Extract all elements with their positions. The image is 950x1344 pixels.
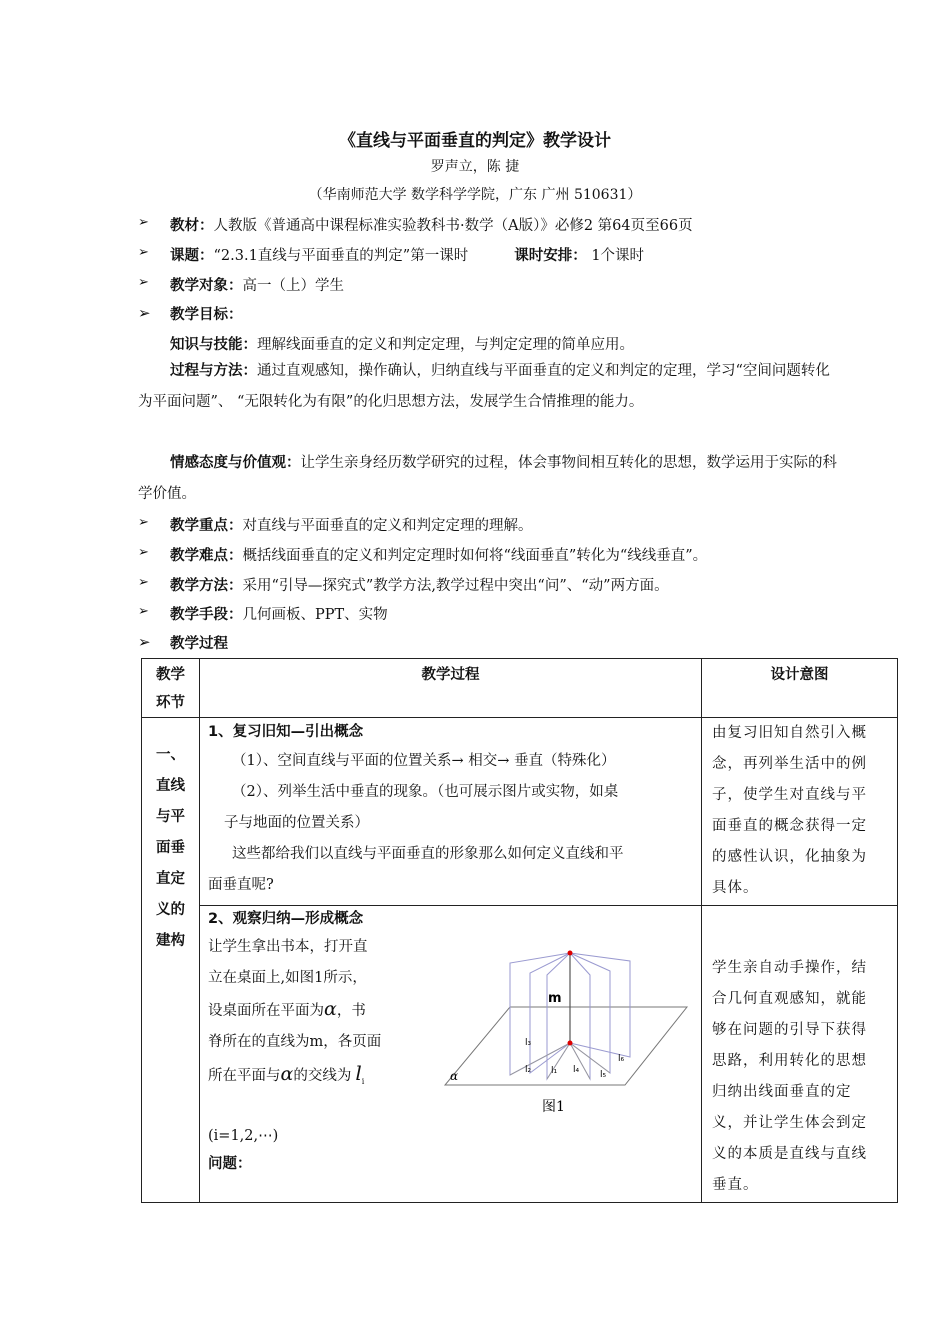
bullet-arrow-icon: ➢ — [138, 245, 149, 260]
textbook-line: 教材：人教版《普通高中课程标准实验教科书·数学（A版）》必修2 第64页至66页 — [170, 218, 693, 234]
bullet-arrow-icon: ➢ — [138, 633, 151, 651]
sec1-line2a: （2）、列举生活中垂直的现象。（也可展示图片或实物，如桌 — [232, 784, 619, 800]
intent1-cell: 由复习旧知自然引入概 念，再列举生活中的例 子，使学生对直线与平 面垂直的概念获得一定 的感性认识，化抽象为 具体。 — [702, 718, 898, 906]
question-label: 问题： — [208, 1155, 252, 1172]
page-4 — [570, 953, 590, 1079]
sec2-line1: 让学生拿出书本，打开直 — [208, 939, 368, 955]
authors: 罗声立，陈 捷 — [430, 159, 520, 175]
header-intent: 设计意图 — [702, 659, 898, 718]
label-l5: l₅ — [600, 1070, 607, 1080]
audience-line: 教学对象：高一（上）学生 — [170, 278, 344, 294]
difficulty-line: 教学难点：概括线面垂直的定义和判定定理时如何将“线面垂直”转化为“线线垂直”。 — [170, 548, 708, 564]
intent2-cell: 学生亲自动手操作，结 合几何直观感知，就能 够在问题的引导下获得 思路，利用转化的思想 归纳出线面垂直的定 义，并让学生体会到定 义的本质是直线与直线 垂直。 — [702, 906, 898, 1203]
figure-caption: 图1 — [542, 1099, 565, 1115]
section1-title: 1、复习旧知—引出概念 — [208, 724, 364, 740]
spine-foot-point — [568, 1041, 573, 1046]
spine-top-point — [568, 951, 573, 956]
line-l2 — [510, 1043, 570, 1075]
label-l4: l₄ — [573, 1065, 580, 1075]
page-title: 《直线与平面垂直的判定》教学设计 — [339, 131, 611, 151]
label-l6: l₆ — [618, 1054, 625, 1064]
process-title: 教学过程 — [170, 636, 228, 652]
method-line: 教学方法：采用“引导—探究式”教学方法,教学过程中突出“问”、“动”两方面。 — [170, 578, 669, 594]
bullet-arrow-icon: ➢ — [138, 275, 149, 290]
section2-title: 2、观察归纳—形成概念 — [208, 911, 364, 927]
header-process: 教学过程 — [200, 659, 702, 718]
page-2 — [530, 953, 570, 1073]
section1-cell — [200, 718, 702, 906]
label-m: m — [548, 991, 562, 1006]
bullet-arrow-icon: ➢ — [138, 604, 149, 619]
sec1-line3a: 这些都给我们以直线与平面垂直的形象那么如何定义直线和平 — [232, 846, 624, 862]
sec2-line5: 所在平面与α的交线为 $l_i$ — [208, 1061, 365, 1086]
emotion-paragraph: 情感态度与价值观：让学生亲身经历数学研究的过程，体会事物间相互转化的思想，数学运用于实际的科学价值。 — [138, 455, 837, 502]
header-stage: 教学 环节 — [142, 659, 200, 718]
goals-line: 教学目标： — [170, 307, 243, 323]
bullet-arrow-icon: ➢ — [138, 575, 149, 590]
sec1-line2b: 子与地面的位置关系） — [224, 815, 369, 831]
bullet-arrow-icon: ➢ — [138, 515, 149, 530]
figure-1-book-diagram — [425, 945, 700, 1125]
stage-cell: 一、 直线 与平 面垂 直定 义的 建构 — [142, 718, 200, 1203]
process-paragraph: 过程与方法：通过直观感知，操作确认，归纳直线与平面垂直的定义和判定的定理，学习“空间问题转化为平面问题”、 “无限转化为有限”的化归思想方法，发展学生合情推理的能力。 — [138, 363, 830, 410]
topic-line: 课题：“2.3.1直线与平面垂直的判定”第一课时 课时安排： 1个课时 — [170, 248, 645, 264]
focus-line: 教学重点：对直线与平面垂直的定义和判定定理的理解。 — [170, 518, 533, 534]
sec2-line4: 脊所在的直线为m，各页面 — [208, 1034, 382, 1050]
label-l2: l₂ — [525, 1065, 532, 1075]
sec2-line3: 设桌面所在平面为α，书 — [208, 998, 366, 1020]
sec1-line1: （1）、空间直线与平面的位置关系→ 相交→ 垂直（特殊化） — [232, 753, 616, 769]
affiliation: （华南师范大学 数学科学学院，广东 广州 510631） — [308, 187, 642, 203]
bullet-arrow-icon: ➢ — [138, 304, 151, 322]
label-l3: l₃ — [525, 1038, 532, 1048]
label-l1: l₁ — [551, 1066, 558, 1076]
sec2-line2: 立在桌面上,如图1所示， — [208, 970, 367, 986]
sec1-line3b: 面垂直呢? — [208, 877, 274, 893]
page-6 — [570, 953, 630, 1057]
tools-line: 教学手段：几何画板、PPT、实物 — [170, 607, 388, 623]
sec2-line6: (i=1,2,⋯) — [208, 1127, 279, 1144]
bullet-arrow-icon: ➢ — [138, 545, 149, 560]
label-alpha: α — [450, 1069, 459, 1083]
knowledge-line: 知识与技能：理解线面垂直的定义和判定定理，与判定定理的简单应用。 — [170, 337, 634, 353]
bullet-arrow-icon: ➢ — [138, 215, 149, 230]
page-3 — [547, 953, 570, 1079]
